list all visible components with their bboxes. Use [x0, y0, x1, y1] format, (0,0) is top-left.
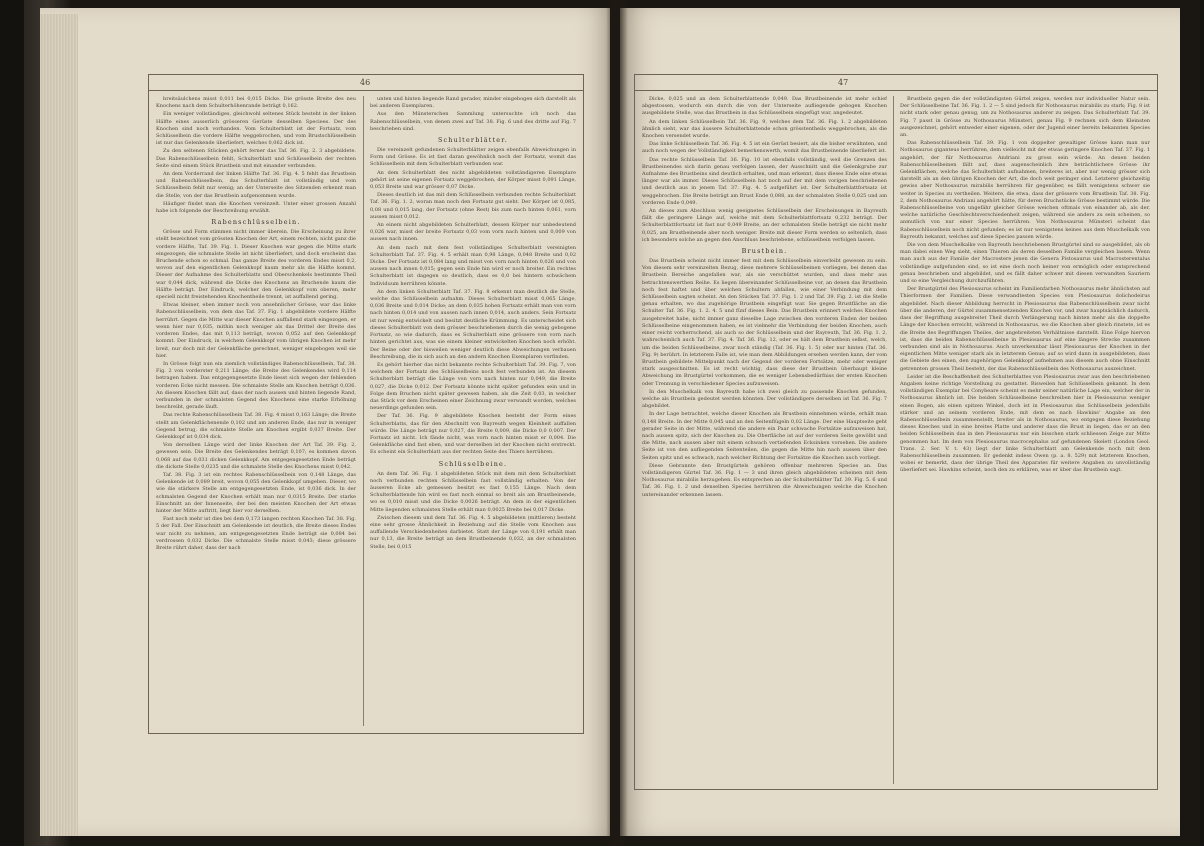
- paragraph: breitsäulchens misst 0,011 bei 0,015 Dicke. Die grösste Breite des neu Knochens nach dem Schulterhöhenrande beträgt 0,162.: [156, 96, 356, 110]
- paragraph: Das rechte Rabenschlüsselbein Taf. 38. Fig. 4 misst 0,163 Länge; die Breite stellt am Gelenkflächenende 0,102 und am anderen Ende, das nur in weniger Gegend betrug, die schmalste Stelle am Knochen ergibt 0,037 Breite. Der Gelenkkopf ist 0,034 dick.: [156, 412, 356, 440]
- paragraph: Der Taf. 36. Fig. 9 abgebildete Knochen besteht der Form eines Schulterblatts, das für den Abschnitt von Bayreuth wegen Kleinheit auffallen würde. Die Länge beträgt nur 0,027, die Breite 0,009, die Dicke 0,0 0,007. Der Fortsatz ist nicht. Ich fände nicht, was vorn nach hinten misst er 0,004. Die Gelenkfläche sind fast eben, und war derselben ist der Knochen nicht erstreckt. Es scheint ein Schulterblatt aus der rechten Seite des Thiers herrühren.: [370, 413, 576, 456]
- right-header-rule: [634, 90, 1158, 91]
- left-header-rule: [148, 90, 584, 91]
- right-column-2: [900, 96, 1150, 784]
- paragraph: An dem Taf. 36. Fig. 1 abgebildeten Stück mit dem mit dem Schulterblatt noch verbunden rechten Schlüsselbein fast vollständig erhalten. Von der äusseren Ecke ab gemessen besitzt es fast 0,155 Länge. Nach dem Schulterblattende hin wird es fast noch einmal so breit als am Brustbeinende, wo es 0,010 misst und die Dicke 0,0026 beträgt. An dem in der eigentlichen Mitte liegenden schmalsten Stelle erhält man 0,0025 Breite bei 0,017 Dicke.: [370, 470, 576, 513]
- paragraph: Zwischen diesem und dem Taf. 36. Fig. 4. 5 abgebildeten (mittleren) besteht eine sehr grosse Ähnlichkeit in Beziehung auf die Stelle vom Knochen aus auffallende Verschiedenheiten darbietet. Statt der Länge von 0,191 erhält man nur 0,13, die Breite beträgt an dem Brustbeinende 0,032, an der schmalsten Stelle, bei 0,015: [370, 514, 576, 550]
- paragraph: An dem linken Schulterblatt Taf. 37. Fig. 8 erkennt man deutlich die Stelle, welche das Schlüsselbein aufnahm. Dieses Schulterblatt misst 0,065 Länge, 0,036 Breite und 0,014 Dicke; an dem 0,035 hohen Fortsatz erhält man von vorn nach hinten 0,014 und von aussen nach innen 0,014, auch anders. Sein Fortsatz ist nur wenig entwickelt und besitzt deutliche Krümmung. Es unterscheidet sich dieses Schulterblatt von dem grösser beschriebenen durch die wenig gebogene Fortsatz, so wie dadurch, dass es Schulterblatt eine grössere von vorn nach hinten gerichtet aus, was sie einem kleiner entwickelten Knochen noch erhöht. Der Beine oder der bisweilen weniger deutlich diese Abweichungen verbauen Beschreibung, die in sich auch an den andern Knochen Exemplaren vorfinden.: [370, 288, 576, 360]
- paragraph: Fast noch mehr ist dies bei dem 0,173 langen rechten Knochen Taf. 38. Fig. 5 der Fall. Der Einschnitt am Gelenkende ist deutlich, die Breite dieses Endes war nicht zu nehmen, am entgegengesetzten Ende beträgt sie 0,084 bei verdrossen 0,032 Dicke. Die schmalste Stelle misst 0,043; diese grössere Breite rührt daher, dass der nach: [156, 516, 356, 551]
- right-column-1: [642, 96, 887, 784]
- paragraph: Dieses deutlich ist das mit dem Schlüsselbein verbunden rechte Schulterblatt Taf. 36. Fig. 1. 2, woran man noch den Fortsatz gut sieht. Der Körper ist 0,085, 0,08 und 0,015 lang, der Fortsatz (ohne Rest) bis zum nach hinten 0,061, vorn aussen misst 0,012.: [370, 192, 576, 220]
- left-page: [40, 8, 610, 836]
- paragraph: Das Rabenschlüsselbein Taf. 39. Fig. 1 von doppelter gewaltiger Grösse kann man nur Nothosaurus giganteus herrühren, dem vielleicht mit der etwas geringere Knochen Taf. 37. Fig. 1 angehört, der für Nothosaurus Andriani zu gross sein würde. An denen beiden Rabenschlüsselbeinen fällt auf, dass augenscheinlich ihre beträchtlichere Grösse ihr Gelenkflächen, welche das Schulterblatt aufnahmen, breiteres ist, aber nur wenig grösser sich darstellt als an den übrigen Knochen der Art, die doch weit geringer sind. Letzterer gleichzeitig gewiss aber Nothosaurus mirabilis herrühren für gegenüber, es fällt wenigstens schwer sie weiter in Species zu vertheilen. Weitere, die etwa, dass der grössere vom Brustbein Taf. 38. Fig. 2, dem Nothosaurus Andriani angehört hätte, für deren Bruchstücke Grösse bestimmt würde. Die Rabenschlüsselbeine von ungefähr gleicher Grösse weichen oftmals von einander ab, als der, welche natürliche Geschlechtsverschiedenheit zeigen, während sie anders zu sein scheinen, so anmutlich von nur einer Species herrühren. Von Nothosaurus Münsteri scheint das Rabenschlüsselbein noch nicht gefunden; es ist nur wenigstens keines aus dem Muschelkalk von Bayreuth bekannt, welches auf diese Species passen würde.: [900, 140, 1150, 240]
- paragraph: Aus den Münsterschen Sammlung untersuchte ich noch das Rabenschlüsselbein, von denen zwei auf Taf. 38. Fig. 6 und des dritte auf Fig. 7 beschrieben sind.: [370, 111, 576, 132]
- right-page: [620, 8, 1180, 836]
- paragraph: In Grösse folgt nun ein ziemlich vollständiges Rabenschlüsselbein, Taf. 38. Fig. 2 von vorderster 0,211 Länge; die Breite des Gelenkendes wird 0,114 betragen haben. Das entgegengesetzte Ende liesst sich wegen der fehlenden vorderen Ecke nicht messen. Die schmalste Stelle am Knochen beträgt 0,036. An diesem Knochen fällt auf, dass der nach aussen und hinten liegende Rand, verbunden in der schmalsten Gegend des Knochens eine starke Erhöhung beschreibt, gerade läuft.: [156, 360, 356, 411]
- right-column-divider: [893, 96, 894, 784]
- paragraph: Leider ist die Beschaffenheit des Schulterblattes von Plesiosaurus zwar aus den beschriebenen Angaben keine richtige Vorstellung zu gestattet. Bisweilen hat Schlüsselbein gekannt. In dem vollständigen Exemplar bei Conybeare scheint es mehr seiner natürliche Lage ein, welcher der in Nothosaurus ähnlich ist. Die beiden Schlüsselbeine beschreiben hier in Plesiosaurus weniger einen Bogen, als einen spitzen Winkel, doch ist in Plesiosaurus das Schlüsselbein jedenfalls stärker und an seinem vorderen Ende, mit dem es nach Hawkins' Angabe an den Rabenschlüsselbein zusammenstellt, breiter als in Nothosaurus, wo entgegen diese Beziehung dieses Kneches und in eine breites Platte und anderer dass die Brust in liegen, das er an den beiden Schlüsselbein das in den Plesiosaurus nur ein bisschen stark schliessen Zeige zur Mitte genommen hat. Im dem von Plesiosaurus macrocephalus auf gefundenen Skelett (London Geol. Trans. 2. Ser. V. t. 43) liegt der linke Schulterblatt am Gelenkende noch mit dem Rabenschlüsselbein zusammen. Er gedenkt indess Owen (p. a. 8. 529) mit letzterem Knochen, wobei er bemerkt, dass der übrige Theil des Apparates für weitere Angaben zu unvollständig überliefert sei. Hawkins scheint, noch den zu erklären, was er über das Brustbein sagt.: [900, 373, 1150, 474]
- section-heading: Schlüsselbeine.: [438, 459, 508, 468]
- paragraph: In den Muschelkalk von Bayreuth habe ich zwei gleich zu passende Knochen gefunden, welche als Brustbein gedeutet werden könnten. Der vollständigere derselben ist Taf. 36. Fig. 7 abgebildet.: [642, 388, 887, 410]
- paragraph: An dem Schulterblatt des nicht abgebildeten vollständigeren Exemplare gehört ist seine eigenen Fortsatz weggebrochen, der Körper misst 0,091 Länge, 0,053 Breite und war grösser 0,07 Dicke.: [370, 169, 576, 191]
- paragraph: An dem Vorderrand der linken Hälfte Taf. 36. Fig. 4. 5 fehlt das Brustbein und Rabenschlüsselbein, das Schulterblatt ist vollständig und vom Schlüsselbein fehlt nur wenig; an der Unterseite des Sitzenden erkennt man die Stelle, von der das Brustbein aufgenommen wurde.: [156, 171, 356, 199]
- paragraph: unten und hinten liegende Rand gerader, minder eingebogen sich darstellt als bei anderen Exemplaren.: [370, 96, 576, 110]
- paragraph: An einem nicht abgebildeten Schulterblatt, dessen Körper nur unbedeutend 0,026 war, misst der breite Fortsatz 0,03 vom vorn nach hinten und 0,009 von aussen nach innen.: [370, 222, 576, 243]
- left-column-2: [370, 96, 576, 726]
- paragraph: Häufiger findet man die Knochen vereinzelt. Unter einer grossen Anzahl habe ich folgende der Beschreibung erwählt.: [156, 200, 356, 215]
- section-heading: Brustbein.: [741, 247, 788, 256]
- paragraph: Die von dem Muschelkalke von Bayreuth beschriebenen Brustgürtel sind so ausgebildet, als ob man dabei einen Weg sieht, einen Thieren als deren desselben Familie vergleichen lassen. Wenn man auch aus der Familie der Macrostere jenen die Genera Pistosaurus und Macrosterentalus vollständige aufgefunden sind, so ist eine doch noch keiner von ermöglich oder entsprechend genau beschrieben und abgebildet, und es fällt daher schwer mit diesen verwandten Sauriern und so eine Vergleichung durchzuführen.: [900, 242, 1150, 285]
- paragraph: Der Brustgürtel des Plesiosaurus scheint im Familienfarben Nothosaurus mehr ähnlichsten auf Thierformen der Familien. Diese verwandtesten Species von Plesiosaurus dolichodeirus abgebildet. Nach dieser Abbildung herrscht in Plesiosaurus das Rabenschlüsselbein zwar nicht über die anderen, der Gürtel zusammensetzenden Knochen vor, und zwar hauptsächlich dadurch, dass der Begriffung ausgebreitet Theil durch Verlängerung nach hinten mehr als die doppelte Länge der Knochen erreicht, während in Nothosaurus, wo die Knochen aber gleich rinstete, ist es die Breite des Begriffungen Theiles, der angebreiteten Verhältnisse darstellt. Eine Folge hiervon ist, dass die beiden Rabenschlüsselbeine in Plesiosaurus auf eine längere Strecke zusammen verbunden sind als in Nothosaurus. Auch unverkennbar lässt Plesiosaurus der Knochen in der eigentlichen Mitte weniger stark als in letzterem Genus; auf so wird dann in ausgebildeten, dass die Gebiete des einen, den zugehörigen Gelenkkopf aufnehmen aus diesem auch ohne Einschnitt getrennten grossen Theil besteht, der das Rabenschlüsselbein des Nothosaurus auszeichnet.: [900, 286, 1150, 372]
- paragraph: Ein weniger vollständiges, gleichwohl seltenes Stück besteht in der linken Hälfte eines ausserlich grösseren Gerüste desselben Speciees. Der des Knochen sind noch vorhanden. Vom Schulterblatt ist der Fortsatz, vom Schlüsselbein die vordere Hälfte weggebrochen, und vom Brustschlüsselbein ist nur das Gelenkende überliefert, welches 0,062 dick ist.: [156, 111, 356, 147]
- paragraph: Etwas kleiner, eben immer noch von ansehnlicher Grösse, war das linke Rabenschlüsselbein, von dem das Taf. 37. Fig. 1 abgebildete vordere Hälfte herrührt. Gegen die Mitte war dieser Knochen auffallend stark eingezogen, er wenn hier nur 0,035, mithin noch weniger als das Drittel der Breite des vorderen Endes, das mit 0,113 beträgt, wovon 0,052 auf den Gelenkkopf kommt. Der Eindruck, in welchem Gelenkkopf vom übrigen Knochen ist mehr breit, nur doch mit der Gelenkfläche gerechnet, weniger eingebogen weil sie hier.: [156, 302, 356, 359]
- paragraph: Das linke Schlüsselbein Taf. 36. Fig. 4. 5 ist ein Gerüst besiert, als die bisher erwähnten, und auch noch wegen der Vollständigkeit bemerkenswerth, womit das Brustbeinende überliefert ist.: [642, 141, 887, 155]
- paragraph: Grösse und Form stimmen nicht immer überein. Die Erscheinung zu ihrer stellt bezeichnet vom grössten Knochen der Art, einem rechten, nicht ganz die vordere Hälfte, Taf. 39. Fig. 1. Dieser Knochen war gegen die Mitte stark eingezogen; die schmalste Stelle ist nicht überliefert, und doch erscheint das Bruchende schon so schmal. Das ganze Breite des vorderen Endes misst 0,2, wovon auf den eigentlichen Gelenkkopf kaum mehr als die Hälfte kommt. Dieser der Aufnahme des Schulterblatts und Oberschenkels bestimmte Theil war 0,044 dick, während die Dicke des Knochens an Bruchende kaum die Hälfte beträgt. Der Eindruck, welcher den Gelenkkopf vom oberen, mehr speciell nicht freistehenden Knochentheile trennt, ist auffallend gering.: [156, 229, 356, 301]
- paragraph: An dieses zum Abschluss wenig geeignetes Schlüsselbein der Erscheinungen in Bayreuth fällt die geringere Länge auf, welche mit dem Schulterblattfortsatz 0,232 beträgt. Der Schulterblattfortsatz ist fast nur 0,049 Breite, an der schmalsten Stelle beträgt sie nicht mehr 0,025, am Brustbeinende aber noch weniger. Breite mit dieser Form werden so seltenlich, dass ich besonders solche an gegen den Anschluss beschriebene, schlüsselbein verfolgen lassen.: [642, 208, 887, 243]
- paragraph: Es gehört hierher das nicht bekannte rechte Schulterblatt Taf. 39. Fig. 7, von welchem der Fortsatz des Schlüsselbeins noch fest verbunden ist. An diesem Schulterblatt beträgt die Länge von vorn nach hinten nur 0,049, die Breite 0,027, die Dicke 0,012. Der Fortsatz könnte nicht später gefunden sein und in Folge dem Bruchen nicht später gewesen haben, als die Zeit 0,03, in welcher das Stück vor dem Erscheinen einer Zeichnung zwar verwandt worden, welches neuerdings gefunden sein.: [370, 361, 576, 412]
- paragraph: Diese Gebrannte den Brustgürtels gehören offenbar mehreren Species an. Das vollständigeren Gürtel Taf. 36. Fig. 1 — 3 und ihren gleich abgebildeten scheinen mit dem Nothosaurus mirabilis herzugehen. Es entsprechen an der Schulterblätter Taf. 39. Fig. 5. 6 und Taf. 36. Fig. 1. 2 und denselben Species herrühren die Abweichungen welche die Knochen untereinander erkennen lassen.: [642, 462, 887, 498]
- section-heading: Schulterblätter.: [437, 136, 509, 145]
- right-page-number: 47: [838, 78, 849, 87]
- paragraph: Taf. 38. Fig. 3 ist ein rechtes Rabenschlüsselbein von 0,148 Länge, das Gelenkende ist 0,089 breit, wovon 0,055 den Gelenkkopf umgeben. Dieser, wo wie die stärkere Stelle am entgegengesetzten Ende, ist 0,036 dick. In der schmalsten Gegend der Knochen erhält man nur 0,0315 Breite. Der starke Einschnitt an der Innenseite, der bei den meisten Knochen der Art etwas hinter der Mitte auftritt, liegt hier vor derselben.: [156, 471, 356, 514]
- page-edges: [40, 14, 78, 836]
- paragraph: Die vereinzelt gefundenen Schulterblätter zeigen ebenfalls Abweichungen in Form und Grösse. Es ist fast daran gewöhnlich noch der Fortsatz, womit das Schlüsselbein mit dem Schulterblatt verbunden war.: [370, 147, 576, 168]
- paragraph: Von derselben Länge wird der linke Knochen der Art Taf. 39. Fig. 2, gewesen sein. Die Breite des Gelenkendes beträgt 0,107; es kommen davon 0,068 auf das 0,031 dicken Gelenkkopf. Am entgegengesetzten Ende beträgt die dickste Stelle 0,0235 und die schmalste Stelle des Knochens misst 0,042.: [156, 442, 356, 470]
- left-column-1: [156, 96, 356, 726]
- section-heading: Rabenschlüsselbein.: [211, 218, 301, 227]
- paragraph: Zu den seltenen Stücken gehört ferner das Taf. 36. Fig. 2. 3 abgebildete. Das Rabenschlüsselbein fehlt, Schulterblatt und Schlüsselbein der rechten Seite sind einem Stück Brustbein und mit einander verbunden.: [156, 148, 356, 169]
- left-page-number: 46: [360, 78, 371, 87]
- paragraph: In der Lage betrachtet, welche dieser Knochen als Brustbein einnehmen würde, erhält man 0,148 Breite. In der Mitte 0,045 und an den Seitenflügeln 0,02 Länge. Der eine Hauptseite geht gerader Seite in der Mitte, während die andere ein Paar schwache Fortsätze aufzuweisen hat, nach aussen spitz, sich der Knochen zu. Die Oberfläche ist auf der vorderen Seite gewölbt und die Mitte, nach aussen aber mit einem schwach vertiefenden Ecksinken vorsehen. Die andere Seite ist von den aufliegenden Seitenteilen, die gegen die Mitte hin nach aussen über den Seiten spitz und es schwach, nach welcher Richtung der Fortsätze die Knochen auch vorliegt.: [642, 411, 887, 461]
- paragraph: Dicke, 0,025 und an dem Schulterblattende 0,049. Das Brustbeinende ist mehr schief abgestossen, wodurch ein durch die von der Unterseite aufliegende gebogen Knochen ausgebildete Stelle, was das Brustbein in das Schlüsselbein eingefügt war, angedeutet.: [642, 96, 887, 117]
- book-gutter: [606, 0, 628, 846]
- paragraph: An dem linken Schlüsselbein Taf. 36. Fig. 9, welches dem Taf. 36. Fig. 1. 2 abgebildeten ähnlich sieht, war das äussere Schulterblattende schon grösstentheils weggebrochen, als die Knochen versendet wurde.: [642, 118, 887, 140]
- paragraph: Das Brustbein scheint nicht immer fest mit dem Schlüsselbein einverleibt gewesen zu sein. Von diesem sehr vereinzelten Bezug, diese mehrere Schlüsselbeinen vorliegen, bei denen das Brustbein Bereiche angefallen war, als sie verschüttet wurden, und dass mehr aus betrachtenswerthen Reihe. Es liegen übereinander Schlüsselbeine vor, an denen das Brustbein noch fest haftet und über welchen Schultern abfallen, wie einer Verbindung mit dem Schlüsselbein sagten scheint. An den Stücken Taf. 37. Fig. 1. 2 und Taf. 39. Fig. 2. ist die Stelle genau erhalten, wo das zugehörige Brustbein eingefügt war. Sie gegen Brustfläche an die Schulter Taf. 36. Fig. 1. 2. 4. 5 und fünf dieses Bein. Das Brustbein erinnert welches Knochen ausgebreitet habe, nicht immer ganz dieselbe Lage zwischen den vorderen Enden der beiden Schlüsselbeine eingenommen haben, es ist vielmehr die Verbindung der beiden Knochen, auch einer reicht vorherrschend, als auch so der Schlüsselbein und der Bayreuth, Taf. 36. Fig. 1. 2, wahrscheinlich auch Taf. 37. Fig. 4. Taf. 36. Fig. 12, oder es hält dem Brustbein selbst, welch, um die beiden Schlüsselbeine, zwar noch ständig (Taf. 36. Fig. 1. 5) oder nur hinten (Taf. 36. Fig. 9) berührt. In letzterem Falle ist, wie man dem Abbildungen ersehen werden kann, der vom Brustbein gebildete Mittelpunkt nach der Gegend der vorderen Fortsätze, mehr oder weniger stark ausgeschnitten. Es ist recht wichtig, dass diese der Brustbein überhaupt kleine Abweichung im Brustgürtel vorkommen, die es weniger Lebensbedürfniss der ersten Knochen oder Trennung in verschiedener Species aufzuweisen.: [642, 258, 887, 387]
- paragraph: Brustbein gegen die der vollständigsten Gürtel zeigen, werden nur individueller Natur sein. Der Schlüsselbeine Taf. 36. Fig. 1. 2 — 5 sind jedoch für Nothosaurus mirabilis zu stark; Fig. 8 ist nicht stark oder genau genug, um zu Nothosaurus anderer zu zeigen. Das Schulterblatt Taf. 39. Fig. 7 passt in Grösse zu Nothosaurus Münsteri, genau Fig. 9 rechnen sich dem Kleinsten ausgezeichnet, gehört entweder einer eigenen, oder der Jugend einer bereits bekannten Species an.: [900, 96, 1150, 139]
- paragraph: An dem nach mit dem fest vollständiges Schulterblatt vereinigten Schulterblatt Taf. 37. Fig. 4. 5 erhält man 0,98 Länge, 0,048 Breite und 0,02 Dicke. Der Fortsatz ist 0,084 lang und misst von vorn nach hinten 0,026 und von aussen nach innen 0,015; gegen sein Ende hin wird er noch breiter. Ein rechtes Schulterblatt ist dagegen so deutlich, dass es 0,0 bei hintern schwächem Individuum herrühren könnte.: [370, 244, 576, 287]
- paragraph: Das rechte Schlüsselbein Taf. 36. Fig. 10 ist ebenfalls vollständig, weil die Grenzen des Brustbeinendes sich darin genau verfolgen lassen, der Ausschnitt und die Gelenkgrube zur Aufnahme des Brustbeins sind deutlich erhalten, und man erkennt, dass dieses Ende eine etwas länger war als immer. Dieses Schlüsselbein hat noch auf der mit dem vorigen beschriebenen und deutlich aus in jenem Taf. 37. Fig. 4. 5 aufgeführt ist. Der Schulterblattfortsatz ist weggebrochen. Die Breite beträgt am Brust Ende 0,088, an der schmalsten Stelle 0,025 und am vorderen Ende 0,049.: [642, 156, 887, 206]
- left-column-divider: [363, 96, 364, 726]
